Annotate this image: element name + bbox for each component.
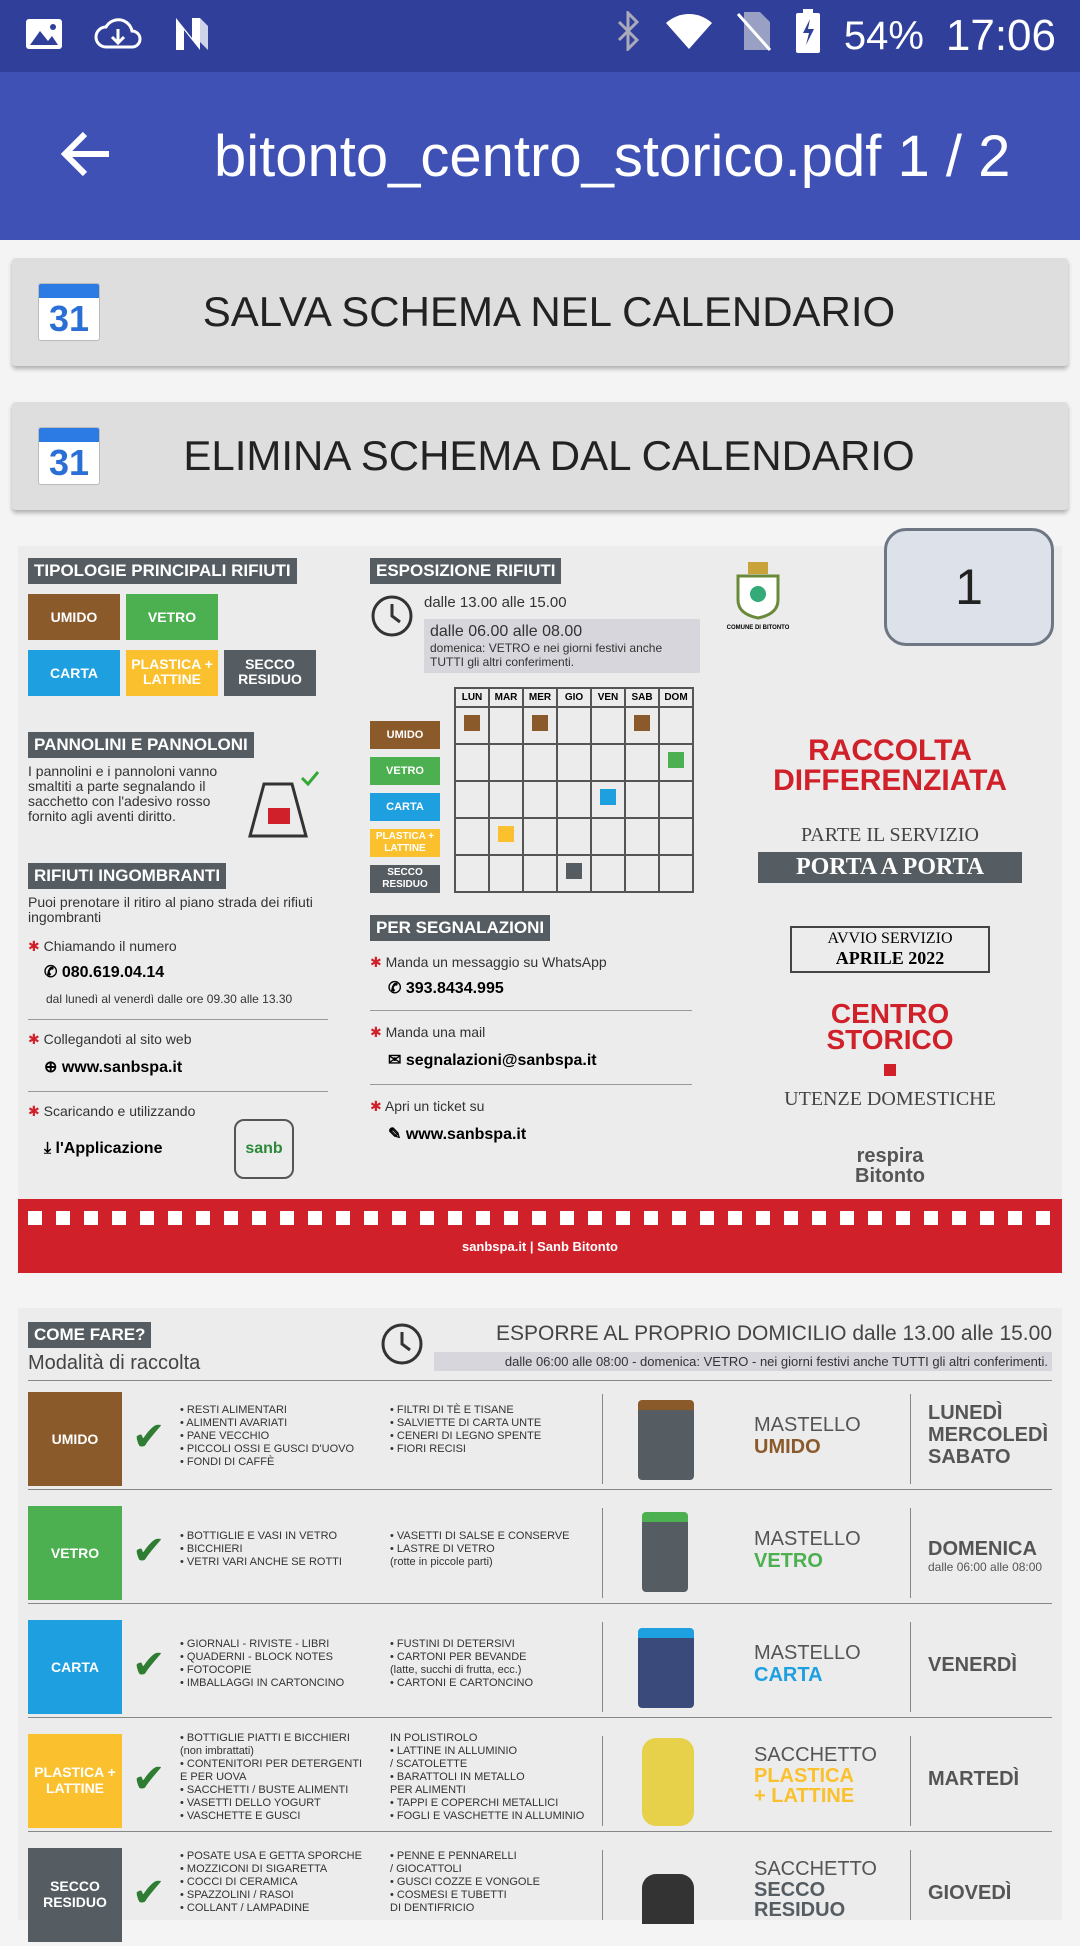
container-label: SACCHETTO	[754, 1858, 877, 1880]
footer-text: sanbspa.it | Sanb Bitonto	[461, 1239, 619, 1254]
bag-icon	[642, 1874, 694, 1924]
chiamando-label: Chiamando il numero	[43, 938, 177, 954]
type-tag-secco: SECCO RESIDUO	[224, 650, 316, 696]
type-tag-vetro: VETRO	[126, 594, 218, 640]
ticket-icon: ✎	[388, 1126, 402, 1143]
segnalazioni-heading: PER SEGNALAZIONI	[370, 915, 550, 941]
arrow-left-icon	[59, 130, 111, 183]
row-tag: PLASTICA + LATTINE	[28, 1734, 122, 1828]
pdf-page-2[interactable]	[18, 1308, 1062, 1920]
pdf-footer	[18, 1199, 1062, 1273]
type-tag-carta: CARTA	[28, 650, 120, 696]
day-header: DOM	[659, 688, 693, 707]
status-bar	[0, 0, 1080, 72]
globe-icon: ⊕	[44, 1059, 58, 1076]
grid-row-umido: UMIDO	[370, 721, 440, 749]
sanb-app-icon: sanb	[234, 1119, 294, 1179]
container-label: SACCHETTO	[754, 1744, 877, 1766]
diaper-bag-icon	[234, 764, 324, 849]
grid-row-plastica: PLASTICA + LATTINE	[370, 829, 440, 857]
esposizione-note: domenica: VETRO e nei giorni festivi anche TUTTI gli altri conferimenti.	[430, 641, 663, 669]
come-heading: COME FARE?	[28, 1322, 151, 1348]
container-type: UMIDO	[754, 1436, 821, 1458]
porta-badge: PORTA A PORTA	[758, 852, 1022, 883]
esporre-text: ESPORRE AL PROPRIO DOMICILIO dalle 13.00 alle 15.00	[496, 1322, 1052, 1345]
aprile-text: APRILE 2022	[835, 948, 945, 968]
ticket-link: www.sanbspa.it	[405, 1126, 527, 1143]
esposizione-heading: ESPOSIZIONE RIFIUTI	[370, 558, 561, 584]
clock: 17:06	[945, 11, 1056, 60]
pannolini-text: I pannolini e i pannoloni vanno smaltiti a parte segnalando il sacchetto con l'adesivo rosso fornito agli aventi diritto.	[28, 763, 218, 824]
pdf-page-1[interactable]: TIPOLOGIE PRINCIPALI RIFIUTI UMIDO VETRO CARTA PLASTICA + LATTINE SECCO RESIDUO PANNOLINI E PANNOLONI I pannolini e i pannoloni vanno smaltiti a parte segnalando il sacchetto con l'adesivo rosso fornito agli aventi diritto. RIFIUTI INGOMBRANTI Puoi prenotare il ritiro al piano strada dei rifiuti ingombranti ✱ Chiamando il numero ✆ 080.619.04.14 dal lunedì al venerdì dalle ore 09.30 alle 13.30 ✱ Collegandoti al sito web ⊕ www.sanbspa.it ✱ Scaricando e utilizzando ⤓ l'Applicazione sanb ESPOSIZIONE RIFIUTI dalle 13.00 alle 15.00 dalle 06.00 alle 08.00 domenica: VETRO e nei giorni festivi anche TUTTI gli altri conferimenti. UMIDO VETRO CARTA PLASTICA + LATTINE SECCO RESIDUO LUN MAR MER GIO VEN SAB DOM PER SEGNALAZIONI ✱ Manda un messaggio su WhatsApp ✆ 393.8434.995 ✱ Manda una mail ✉ segnalazioni@sanbspa.it ✱ Apri un ticket su ✎ www.sanbspa.it COMUNE DI BITONTO RACCOLTA DIFFERENZIATA PARTE IL SERVIZIO PORTA A PORTA AVVIO SERVIZIO APRILE 2022 CENTRO STORICO UTENZE DOMESTICHE respira Bitonto sanbspa.it | Sanb Bitonto	[18, 546, 1062, 1273]
row-items-1: • POSATE USA E GETTA SPORCHE • MOZZICONI DI SIGARETTA • COCCI DI CERAMICA • SPAZZOLINI / RASOI • COLLANT / LAMPADINE	[180, 1850, 362, 1914]
respira-logo: respira Bitonto	[855, 1145, 925, 1187]
ingombranti-heading: RIFIUTI INGOMBRANTI	[28, 863, 226, 889]
modalita-text: Modalità di raccolta	[28, 1352, 201, 1374]
row-plastica	[28, 1730, 1052, 1832]
scaricando-label: Scaricando e utilizzando	[43, 1103, 196, 1119]
battery-percent: 54%	[843, 13, 924, 58]
collection-day: DOMENICA	[928, 1538, 1037, 1560]
check-icon: ✔	[132, 1757, 166, 1801]
grid-row-secco: SECCO RESIDUO	[370, 865, 440, 893]
check-icon: ✔	[132, 1529, 166, 1573]
check-icon: ✔	[132, 1871, 166, 1915]
row-secco	[28, 1844, 1052, 1946]
collection-day: VENERDÌ	[928, 1654, 1017, 1676]
row-tag: UMIDO	[28, 1392, 122, 1486]
cloud-download-icon	[92, 15, 144, 58]
image-icon	[24, 17, 64, 56]
row-tag: VETRO	[28, 1506, 122, 1600]
container-type: CARTA	[754, 1664, 823, 1686]
mail-label: Manda una mail	[385, 1024, 486, 1040]
check-icon: ✔	[132, 1415, 166, 1459]
orari-text: dal lunedì al venerdì dalle ore 09.30 alle 13.30	[46, 992, 293, 1006]
clock-icon	[370, 594, 414, 673]
row-items-1: • BOTTIGLIE PIATTI E BICCHIERI (non imbrattati) • CONTENITORI PER DETERGENTI E PER UOVA • SACCHETTI / BUSTE ALIMENTI • VASETTI DELLO YOGURT • VASCHETTE E GUSCI	[180, 1732, 363, 1822]
row-carta	[28, 1616, 1052, 1718]
row-items-1: • BOTTIGLIE E VASI IN VETRO • BICCHIERI • VETRI VARI ANCHE SE ROTTI	[180, 1530, 342, 1568]
type-tag-umido: UMIDO	[28, 594, 120, 640]
row-umido	[28, 1388, 1052, 1490]
save-schedule-button[interactable]	[12, 258, 1068, 366]
tipologie-heading: TIPOLOGIE PRINCIPALI RIFIUTI	[28, 558, 297, 584]
download-icon: ⤓	[44, 1140, 52, 1157]
day-header: LUN	[455, 688, 489, 707]
whatsapp-number: 393.8434.995	[405, 980, 504, 997]
delete-schedule-button[interactable]	[12, 402, 1068, 510]
app-bar	[0, 72, 1080, 240]
bin-icon	[638, 1400, 694, 1480]
collection-day: GIOVEDÌ	[928, 1882, 1012, 1904]
utenze-text: UTENZE DOMESTICHE	[784, 1088, 996, 1110]
container-label: MASTELLO	[754, 1528, 861, 1550]
day-header: GIO	[557, 688, 591, 707]
raccolta-title: RACCOLTA DIFFERENZIATA	[773, 734, 1007, 797]
ticket-label: Apri un ticket su	[384, 1098, 485, 1114]
whatsapp-icon: ✆	[388, 980, 402, 997]
day-header: VEN	[591, 688, 625, 707]
type-tag-plastica: PLASTICA + LATTINE	[126, 650, 218, 696]
day-header: MAR	[489, 688, 523, 707]
row-items-2: IN POLISTIROLO • LATTINE IN ALLUMINIO / SCATOLETTE • BARATTOLI IN METALLO PER ALIMENTI • TAPPI E COPERCHI METALLICI • FOGLI E VASCHETTE IN ALLUMINIO	[390, 1732, 585, 1822]
row-items-2: • PENNE E PENNARELLI / GIOCATTOLI • GUSCI COZZE E VONGOLE • COSMESI E TUBETTI DI DENTIFRICIO	[390, 1850, 540, 1914]
bag-icon	[642, 1738, 694, 1826]
bin-icon	[642, 1512, 688, 1592]
site-link: www.sanbspa.it	[61, 1059, 183, 1076]
centro-storico-title: CENTRO STORICO	[826, 998, 954, 1055]
mail-address: segnalazioni@sanbspa.it	[405, 1052, 597, 1069]
avvio-text: AVVIO SERVIZIO	[827, 930, 953, 947]
phone-number: 080.619.04.14	[61, 964, 165, 981]
collection-day: MARTEDÌ	[928, 1768, 1020, 1790]
collection-time: dalle 06:00 alle 08:00	[928, 1560, 1043, 1574]
schedule-grid	[454, 687, 694, 893]
collection-day: LUNEDÌ MERCOLEDÌ SABATO	[928, 1402, 1048, 1468]
collegandoti-label: Collegandoti al sito web	[43, 1031, 192, 1047]
row-vetro	[28, 1502, 1052, 1604]
esposizione-time-1: dalle 13.00 alle 15.00	[424, 594, 567, 611]
day-header: MER	[523, 688, 557, 707]
row-tag: SECCO RESIDUO	[28, 1848, 122, 1942]
parte-text: PARTE IL SERVIZIO	[801, 824, 979, 846]
row-items-1: • RESTI ALIMENTARI • ALIMENTI AVARIATI • PANE VECCHIO • PICCOLI OSSI E GUSCI D'UOVO • FONDI DI CAFFÈ	[180, 1404, 355, 1468]
esposizione-time-2: dalle 06.00 alle 08.00	[430, 623, 583, 640]
esporre-note: dalle 06:00 alle 08:00 - domenica: VETRO - nei giorni festivi anche TUTTI gli altri conferimenti.	[434, 1352, 1052, 1371]
no-sim-icon	[736, 10, 772, 62]
pannolini-heading: PANNOLINI E PANNOLONI	[28, 732, 254, 758]
row-items-2: • FILTRI DI TÈ E TISANE • SALVIETTE DI CARTA UNTE • CENERI DI LEGNO SPENTE • FIORI RECISI	[390, 1404, 542, 1455]
n-app-icon	[172, 16, 212, 57]
bluetooth-icon	[616, 11, 642, 61]
grid-row-carta: CARTA	[370, 793, 440, 821]
check-icon: ✔	[132, 1643, 166, 1687]
container-type: VETRO	[754, 1550, 823, 1572]
calendar-icon: 31	[38, 427, 100, 485]
row-items-2: • FUSTINI DI DETERSIVI • CARTONI PER BEVANDE (latte, succhi di frutta, ecc.) • CARTONI E CARTONCINO	[390, 1638, 534, 1689]
row-items-2: • VASETTI DI SALSE E CONSERVE • LASTRE DI VETRO (rotte in piccole parti)	[390, 1530, 570, 1568]
document-title: bitonto_centro_storico.pdf 1 / 2	[214, 123, 1011, 189]
mail-icon: ✉	[388, 1052, 402, 1069]
container-type: PLASTICA + LATTINE	[754, 1765, 855, 1807]
container-label: MASTELLO	[754, 1414, 861, 1436]
clock-icon	[380, 1322, 424, 1371]
wifi-icon	[664, 11, 714, 61]
row-tag: CARTA	[28, 1620, 122, 1714]
battery-icon	[794, 9, 822, 63]
page-number-badge: 1	[884, 528, 1054, 646]
delete-schedule-label: ELIMINA SCHEMA DAL CALENDARIO	[183, 432, 915, 479]
app-label: l'Applicazione	[55, 1140, 163, 1157]
bin-icon	[638, 1628, 694, 1708]
phone-icon: ✆	[44, 964, 58, 981]
calendar-icon: 31	[38, 283, 100, 341]
back-button[interactable]	[0, 72, 170, 240]
ingombranti-text: Puoi prenotare il ritiro al piano strada dei rifiuti ingombranti	[28, 894, 313, 925]
whatsapp-label: Manda un messaggio su WhatsApp	[385, 954, 607, 970]
container-label: MASTELLO	[754, 1642, 861, 1664]
save-schedule-label: SALVA SCHEMA NEL CALENDARIO	[202, 288, 896, 335]
row-items-1: • GIORNALI - RIVISTE - LIBRI • QUADERNI - BLOCK NOTES • FOTOCOPIE • IMBALLAGGI IN CARTONCINO	[180, 1638, 345, 1689]
comune-label: COMUNE DI BITONTO	[726, 625, 790, 631]
grid-row-vetro: VETRO	[370, 757, 440, 785]
container-type: SECCO RESIDUO	[754, 1879, 846, 1921]
comune-crest	[718, 556, 798, 631]
day-header: SAB	[625, 688, 659, 707]
